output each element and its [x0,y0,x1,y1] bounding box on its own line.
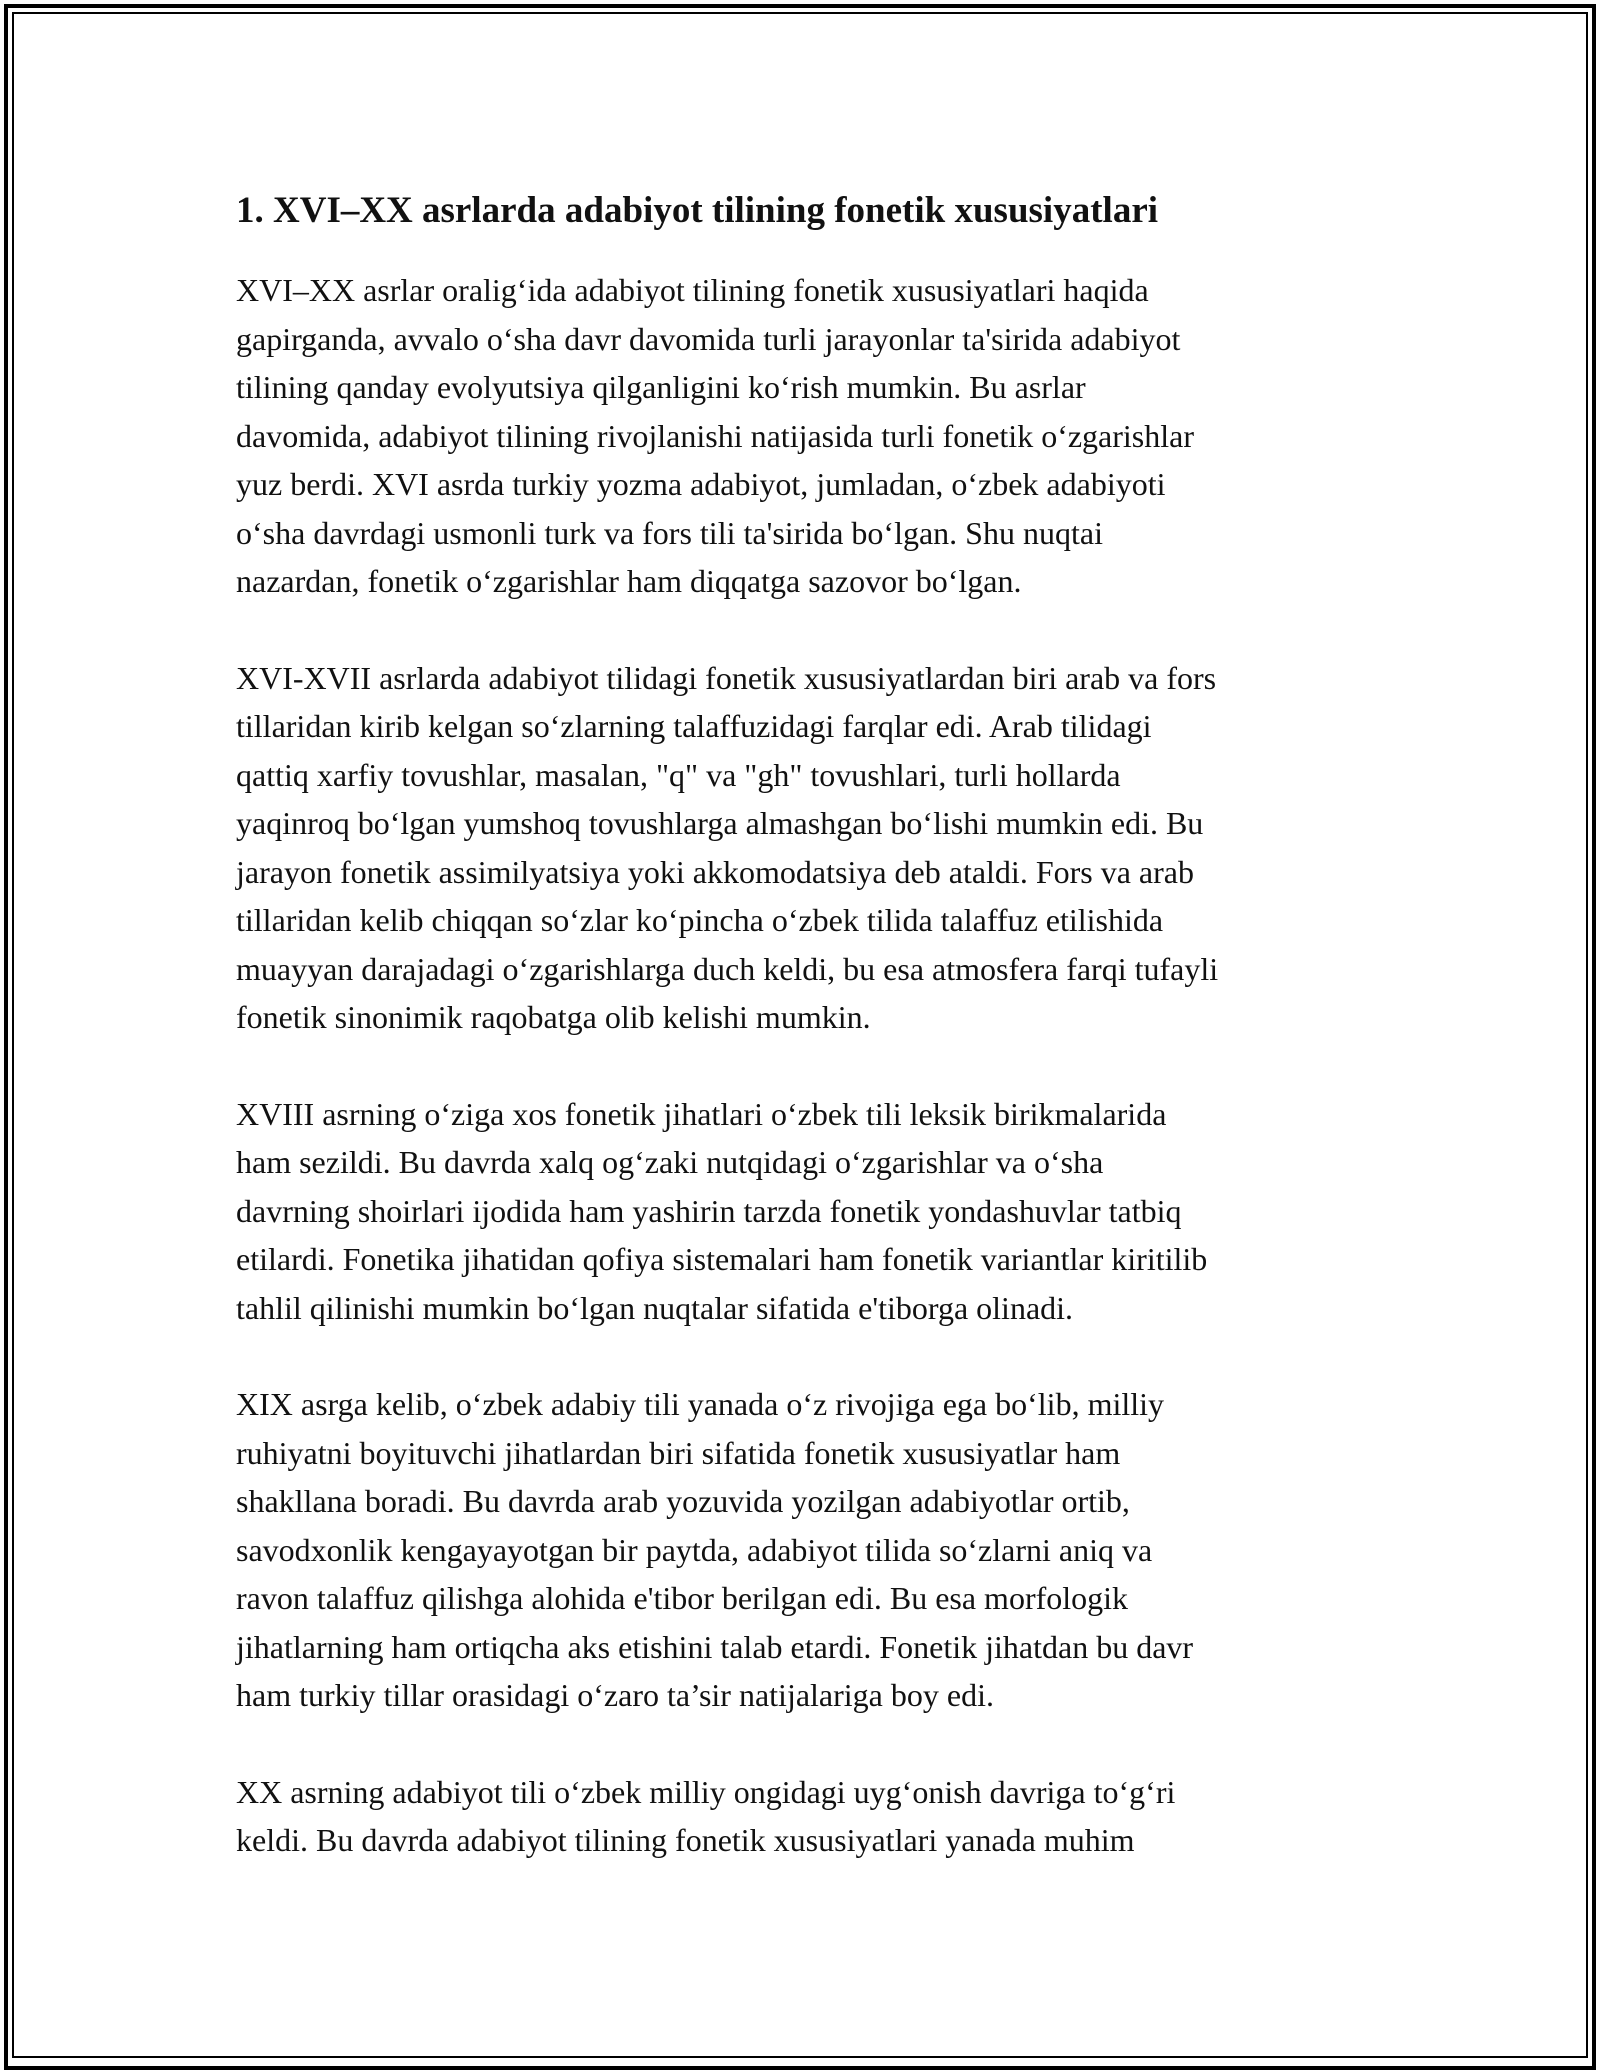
section-heading: 1. XVI–XX asrlarda adabiyot tilining fonetik xususiyatlari [236,190,1159,231]
paragraph-2: XVI-XVII asrlarda adabiyot tilidagi fonetik xususiyatlardan biri arab va fors tillaridan kirib kelgan so‘zlarning talaffuzidagi farqlar edi. Arab tilidagi qattiq xarfiy tovushlar, masalan, "q" va "gh" tovushlari, turli hollarda yaqinroq bo‘lgan yumshoq tovushlarga almashgan bo‘lishi mumkin edi. Bu jarayon fonetik assimilyatsiya yoki akkomodatsiya deb ataldi. Fors va arab tillaridan kelib chiqqan so‘zlar ko‘pincha o‘zbek tilida talaffuz etilishida muayyan darajadagi o‘zgarishlarga duch keldi, bu esa atmosfera farqi tufayli fonetik sinonimik raqobatga olib kelishi mumkin. [236,659,1219,1035]
paragraph-1: XVI–XX asrlar oralig‘ida adabiyot tilining fonetik xususiyatlari haqida gapirganda, avvalo o‘sha davr davomida turli jarayonlar ta'sirida adabiyot tilining qanday evolyutsiya qilganligini ko‘rish mumkin. Bu asrlar davomida, adabiyot tilining rivojlanishi natijasida turli fonetik o‘zgarishlar yuz berdi. XVI asrda turkiy yozma adabiyot, jumladan, o‘zbek adabiyoti o‘sha davrdagi usmonli turk va fors tili ta'sirida bo‘lgan. Shu nuqtai nazardan, fonetik o‘zgarishlar ham diqqatga sazovor bo‘lgan. [236,272,1194,599]
paragraph-4: XIX asrga kelib, o‘zbek adabiy tili yanada o‘z rivojiga ega bo‘lib, milliy ruhiyatni boyituvchi jihatlardan biri sifatida fonetik xususiyatlar ham shakllana boradi. Bu davrda arab yozuvida yozilgan adabiyotlar ortib, savodxonlik kengayayotgan bir paytda, adabiyot tilida so‘zlarni aniq va ravon talaffuz qilishga alohida e'tibor berilgan edi. Bu esa morfologik jihatlarning ham ortiqcha aks etishini talab etardi. Fonetik jihatdan bu davr ham turkiy tillar orasidagi o‘zaro ta’sir natijalariga boy edi. [236,1386,1194,1713]
paragraph-5: XX asrning adabiyot tili o‘zbek milliy ongidagi uyg‘onish davriga to‘g‘ri keldi. Bu davrda adabiyot tilining fonetik xususiyatlari yanada muhim [236,1773,1176,1858]
document-body [236,186,1376,1913]
paragraph-3: XVIII asrning o‘ziga xos fonetik jihatlari o‘zbek tili leksik birikmalarida ham sezildi. Bu davrda xalq og‘zaki nutqidagi o‘zgarishlar va o‘sha davrning shoirlari ijodida ham yashirin tarzda fonetik yondashuvlar tatbiq etilardi. Fonetika jihatidan qofiya sistemalari ham fonetik variantlar kiritilib tahlil qilinishi mumkin bo‘lgan nuqtalar sifatida e'tiborga olinadi. [236,1095,1208,1326]
